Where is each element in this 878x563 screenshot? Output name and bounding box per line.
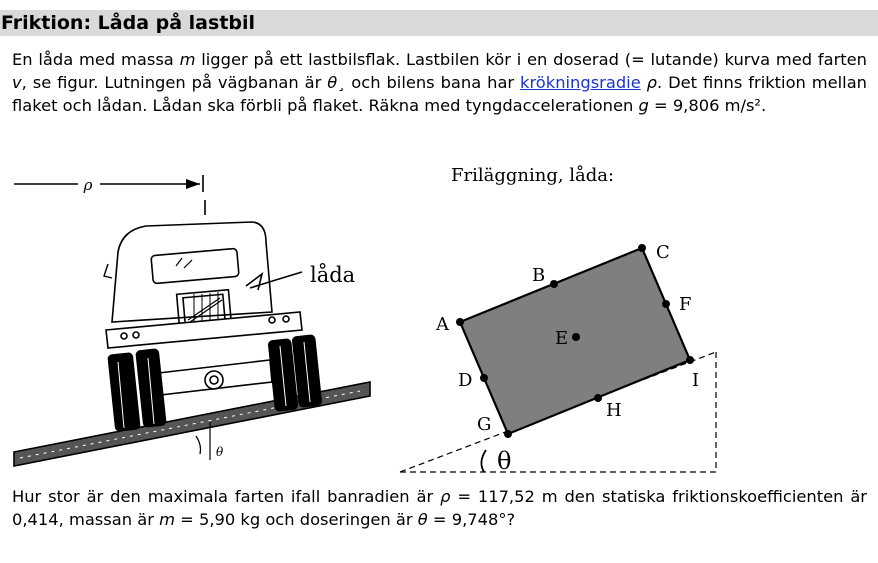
box-label: låda xyxy=(310,263,356,287)
rho-arrow xyxy=(14,175,205,215)
box-rectangle xyxy=(460,248,690,434)
point-a xyxy=(456,318,464,326)
intro-text-4: ¸ och bilens bana har xyxy=(337,73,521,92)
truck-cab xyxy=(104,222,322,431)
label-i: I xyxy=(692,370,700,391)
point-f xyxy=(662,300,670,308)
intro-text-7: = 9,806 m/s². xyxy=(648,96,767,115)
point-d xyxy=(480,374,488,382)
page-title: Friktion: Låda på lastbil xyxy=(1,12,256,34)
truck-illustration xyxy=(14,175,370,466)
label-h: H xyxy=(606,400,622,421)
fbd-caption: Friläggning, låda: xyxy=(451,165,615,186)
label-c: C xyxy=(656,242,670,263)
point-c xyxy=(638,244,646,252)
mass-symbol: m xyxy=(179,50,196,69)
question-mass: m xyxy=(159,510,175,529)
free-body-diagram xyxy=(400,242,716,475)
label-a: A xyxy=(436,314,449,335)
question-text-2: = 117,52 m den statiska friktionskoefficienten är 0,414, massan är xyxy=(12,487,867,529)
figure xyxy=(0,160,878,480)
speed-symbol: v xyxy=(12,73,22,92)
gravity-symbol: g xyxy=(638,96,649,115)
intro-text-6: . Det finns friktion mellan flaket och lådan. Lådan ska förbli på flaket. Räkna med tyngdaccelerationen xyxy=(12,73,867,115)
question-text-1: Hur stor är den maximala farten ifall banradien är xyxy=(12,487,441,506)
label-d: D xyxy=(458,370,473,391)
question-theta: θ xyxy=(417,510,428,529)
question-text-4: = 9,748°? xyxy=(427,510,516,529)
label-b: B xyxy=(532,265,546,286)
point-g xyxy=(504,430,512,438)
label-e: E xyxy=(555,328,569,349)
label-g: G xyxy=(477,414,492,435)
intro-text-3: , se figur. Lutningen på vägbanan är xyxy=(21,73,328,92)
road-angle-label: θ xyxy=(216,445,224,459)
point-i xyxy=(686,356,694,364)
intro-text-1: En låda med massa xyxy=(12,50,180,69)
question-paragraph xyxy=(12,485,867,531)
rho-label: ρ xyxy=(83,176,93,194)
fbd-angle-label: θ xyxy=(497,447,512,475)
theta-symbol: θ xyxy=(327,73,338,92)
curvature-radius-link[interactable]: krökningsradie xyxy=(520,73,641,92)
figure-svg xyxy=(0,160,878,480)
rho-symbol: ρ xyxy=(646,73,658,92)
angle-arc xyxy=(481,450,486,472)
question-rho: ρ xyxy=(440,487,451,506)
intro-paragraph xyxy=(12,48,867,117)
question-text-3: = 5,90 kg och doseringen är xyxy=(174,510,418,529)
point-h xyxy=(594,394,602,402)
intro-text-2: ligger på ett lastbilsflak. Lastbilen kör i en doserad (= lutande) kurva med farten xyxy=(195,50,867,69)
point-b xyxy=(550,280,558,288)
title-bar xyxy=(0,10,878,36)
point-e xyxy=(572,333,580,341)
label-f: F xyxy=(679,294,692,315)
